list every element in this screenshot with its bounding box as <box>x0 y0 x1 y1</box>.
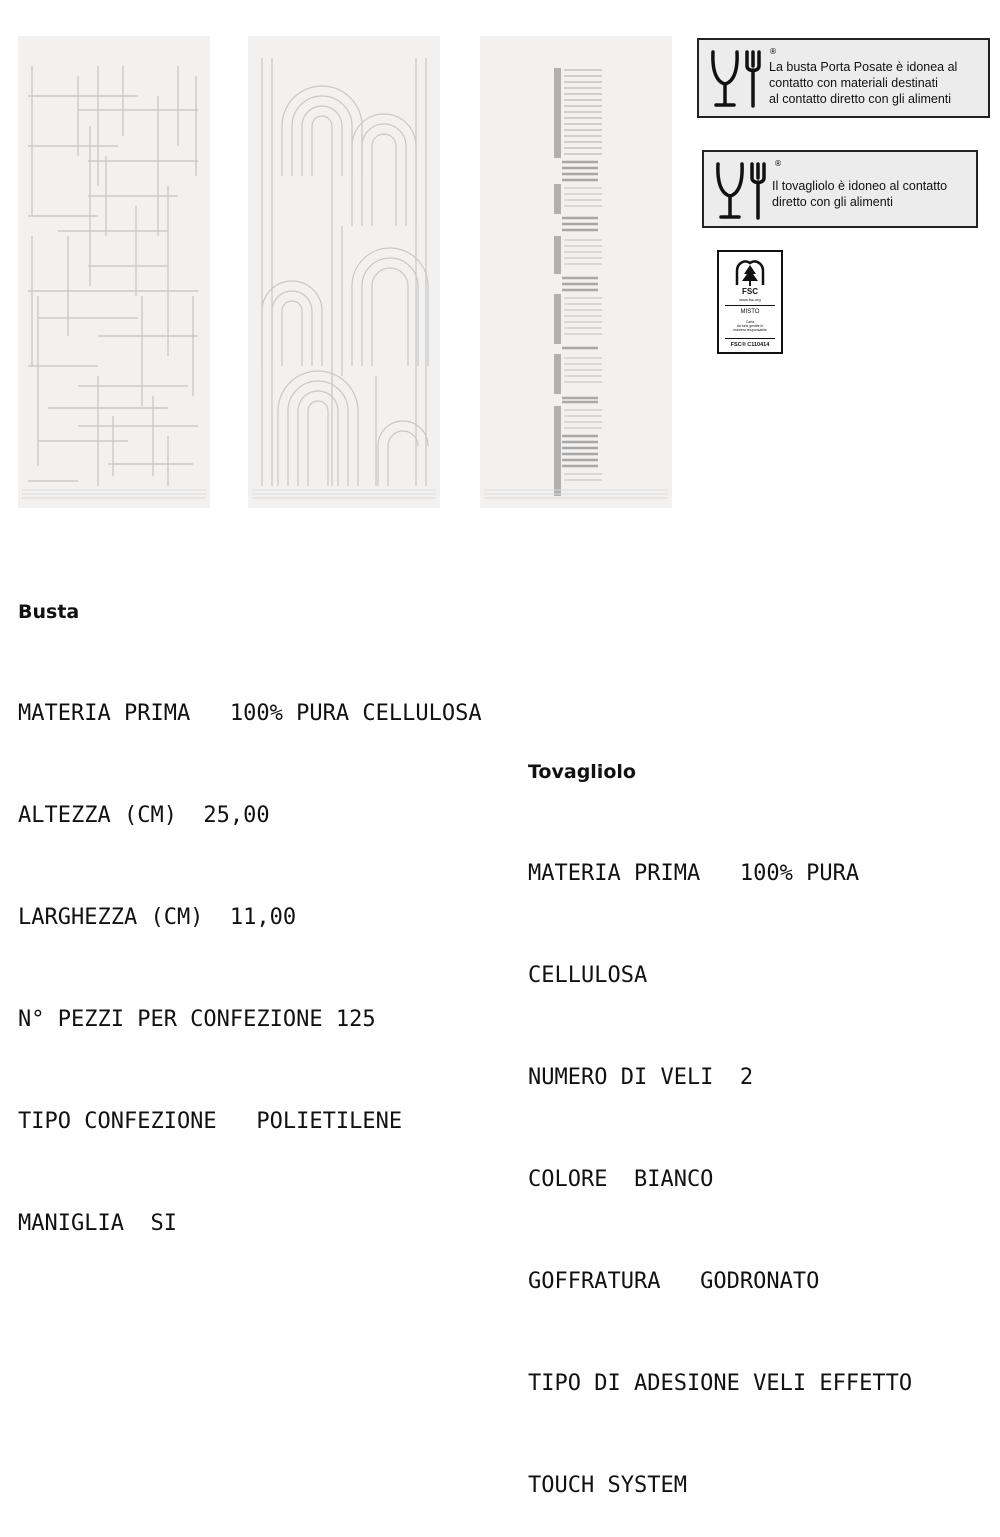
linear-grid-graphic <box>18 36 210 508</box>
divider <box>725 305 775 306</box>
label-line: contatto con materiali destinati <box>769 76 938 90</box>
stripe-blocks-graphic <box>480 36 672 508</box>
registered-mark: ® <box>774 159 782 168</box>
fsc-name: FSC <box>742 287 758 296</box>
fsc-website: www.fsc.org <box>739 297 761 302</box>
fsc-description <box>719 320 781 332</box>
label-text <box>772 178 947 210</box>
label-line: La busta Porta Posate è idonea al <box>769 60 958 74</box>
tovagliolo-title: Tovagliolo <box>528 761 636 783</box>
registered-mark: ® <box>769 47 777 56</box>
spec-row: MANIGLIA SI <box>18 1211 177 1236</box>
label-line: al contatto diretto con gli alimenti <box>769 92 952 106</box>
spec-row: NUMERO DI VELI 2 <box>528 1065 754 1090</box>
spec-row: MATERIA PRIMA 100% PURA CELLULOSA <box>18 701 482 726</box>
food-contact-label-busta <box>697 38 990 118</box>
glass-fork-icon <box>707 46 763 112</box>
product-image-arches <box>248 36 440 508</box>
label-line: diretto con gli alimenti <box>772 195 893 209</box>
busta-title: Busta <box>18 601 80 623</box>
spec-row: COLORE BIANCO <box>528 1167 714 1192</box>
fsc-logo <box>717 250 783 354</box>
spec-row: GOFFRATURA GODRONATO <box>528 1269 820 1294</box>
spec-row: ALTEZZA (CM) 25,00 <box>18 803 270 828</box>
spec-row: TOUCH SYSTEM <box>528 1473 687 1498</box>
glass-fork-icon <box>712 158 768 224</box>
busta-specs <box>18 527 482 1275</box>
spec-row: LARGHEZZA (CM) 11,00 <box>18 905 297 930</box>
spec-row: CELLULOSA <box>528 963 648 988</box>
fsc-description-line: Carta <box>745 320 755 324</box>
arches-graphic <box>248 36 440 508</box>
product-image-stripe-blocks <box>480 36 672 508</box>
product-image-linear-grid <box>18 36 210 508</box>
spec-row: TIPO CONFEZIONE POLIETILENE <box>18 1109 403 1134</box>
label-text <box>769 59 957 107</box>
tovagliolo-specs <box>528 687 912 1537</box>
spec-row: TIPO DI ADESIONE VELI EFFETTO <box>528 1371 913 1396</box>
fsc-description-line: maniera responsabile <box>733 328 767 332</box>
fsc-category: MISTO <box>740 309 760 315</box>
fsc-code: FSC® C110414 <box>730 342 770 348</box>
fsc-description-line: da fonti gestite in <box>736 324 764 328</box>
spec-row: N° PEZZI PER CONFEZIONE 125 <box>18 1007 376 1032</box>
label-line: Il tovagliolo è idoneo al contatto <box>772 179 948 193</box>
food-contact-label-tovagliolo <box>702 150 978 228</box>
divider <box>725 338 775 339</box>
fsc-tree-icon <box>733 257 767 287</box>
spec-row: MATERIA PRIMA 100% PURA <box>528 861 860 886</box>
